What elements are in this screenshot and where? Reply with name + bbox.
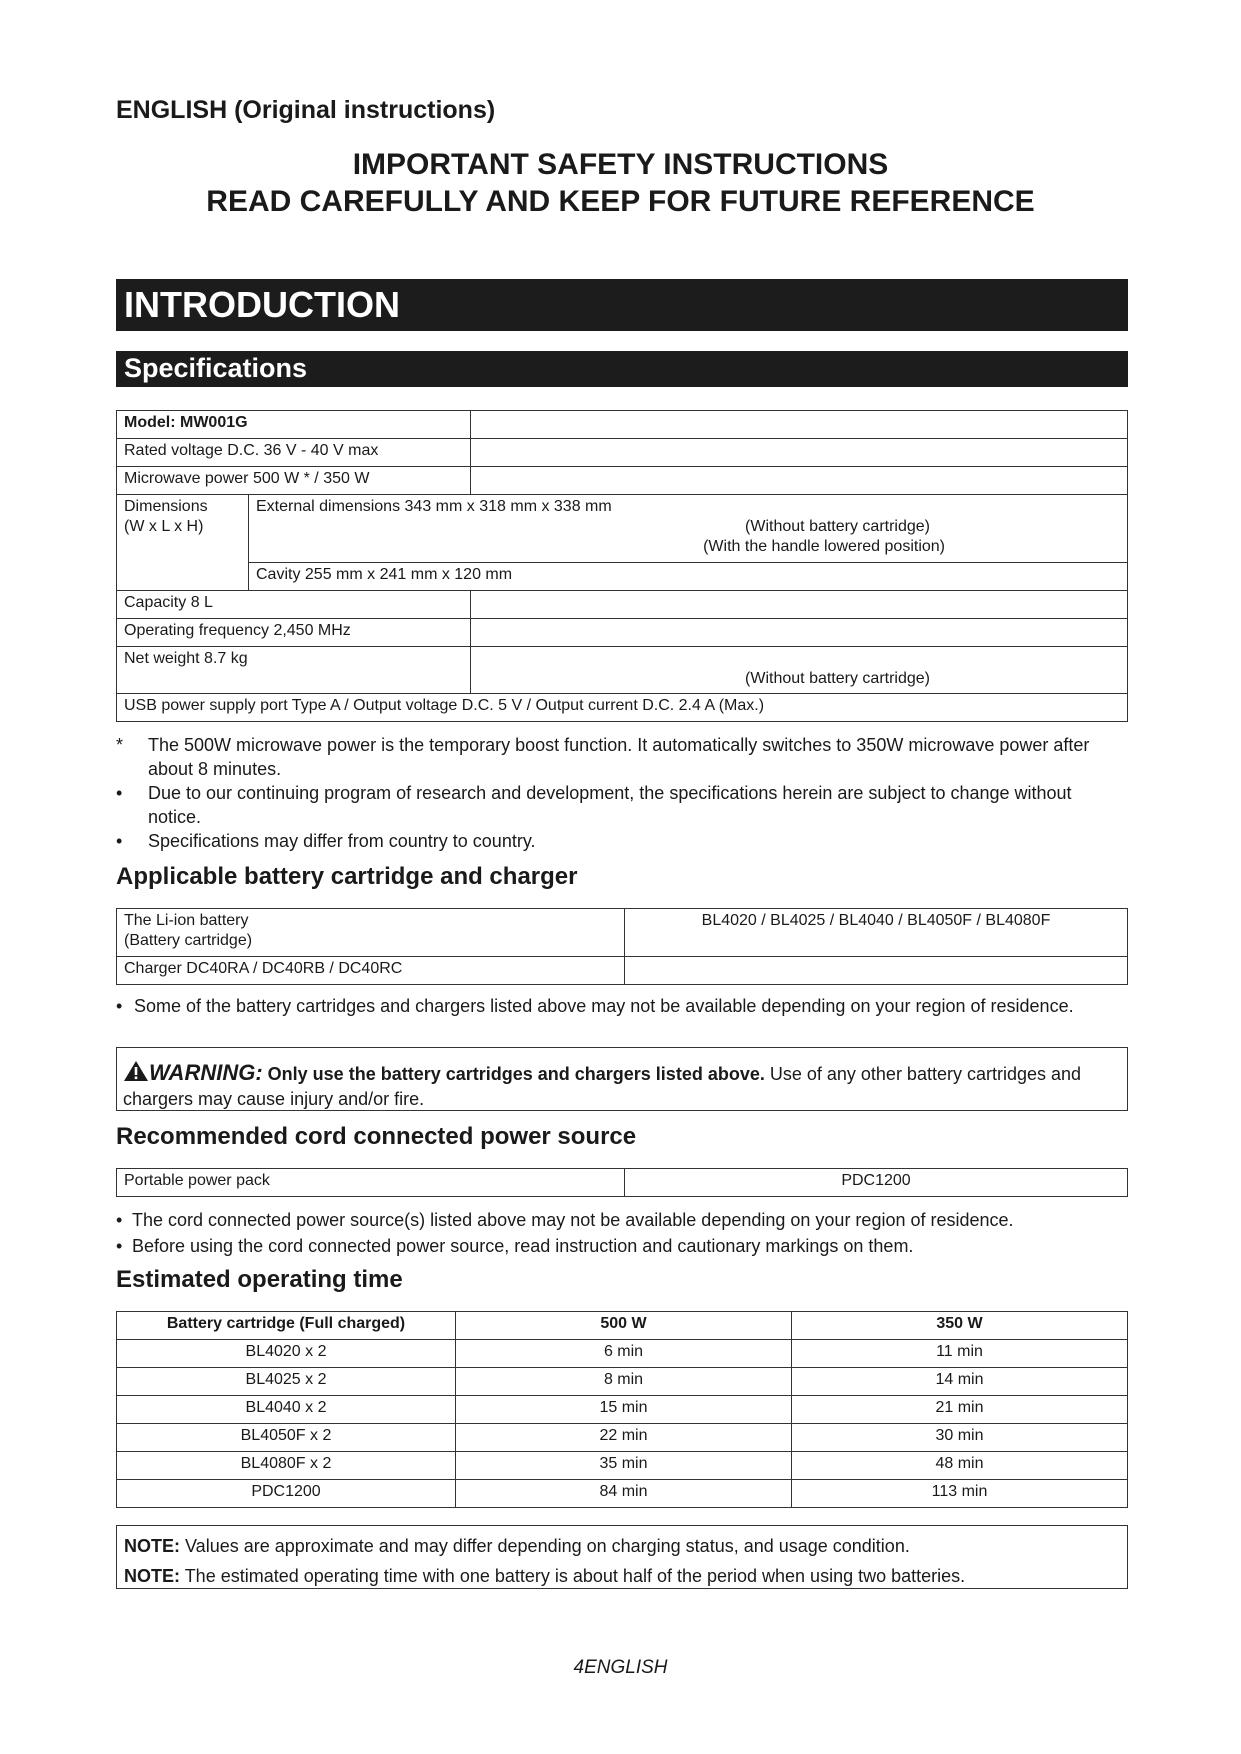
cell: 15 min — [456, 1396, 792, 1424]
table-row — [117, 495, 1128, 563]
cell: 35 min — [456, 1452, 792, 1480]
specifications-banner: Specifications — [116, 351, 1128, 387]
optime-header-battery: Battery cartridge (Full charged) — [117, 1312, 456, 1340]
spec-power-value — [471, 467, 1128, 495]
optime-table — [116, 1311, 1128, 1508]
table-row — [117, 619, 1128, 647]
language-heading: ENGLISH (Original instructions) — [116, 96, 496, 124]
spec-frequency-value — [471, 619, 1128, 647]
cell: 14 min — [792, 1368, 1128, 1396]
table-row — [117, 591, 1128, 619]
table-row — [117, 1424, 1128, 1452]
table-row — [117, 647, 1128, 694]
list-item: • Before using the cord connected power source, read instruction and cautionary markings on them. — [116, 1236, 914, 1256]
safety-title: IMPORTANT SAFETY INSTRUCTIONS — [352, 148, 889, 181]
charger-label: Charger DC40RA / DC40RB / DC40RC — [117, 957, 625, 985]
spec-model-label: Model: MW001G — [117, 411, 471, 439]
cord-notes — [116, 1208, 1128, 1258]
specifications-table — [116, 410, 1128, 722]
table-row — [117, 1312, 1128, 1340]
battery-heading: Applicable battery cartridge and charger — [116, 863, 578, 890]
warning-bold-text: Only use the battery cartridges and chargers listed above. — [267, 1064, 765, 1084]
table-row — [117, 1452, 1128, 1480]
notes-box — [116, 1525, 1128, 1589]
cell: BL4040 x 2 — [117, 1396, 456, 1424]
battery-note — [116, 994, 1128, 1018]
spec-external-dimensions: External dimensions 343 mm x 318 mm x 338 mm (Without battery cartridge) (With the handle lowered position) — [249, 495, 1128, 563]
spec-weight-value: (Without battery cartridge) — [471, 647, 1128, 694]
cell: 8 min — [456, 1368, 792, 1396]
cell: BL4050F x 2 — [117, 1424, 456, 1452]
cell: 21 min — [792, 1396, 1128, 1424]
cell: 11 min — [792, 1340, 1128, 1368]
table-row — [117, 1340, 1128, 1368]
spec-weight-label: Net weight 8.7 kg — [117, 647, 471, 694]
spec-voltage-label: Rated voltage D.C. 36 V - 40 V max — [117, 439, 471, 467]
warning-box — [116, 1047, 1128, 1111]
cell: 22 min — [456, 1424, 792, 1452]
charger-value — [625, 957, 1128, 985]
list-item: • The cord connected power source(s) listed above may not be available depending on your region of residence. — [116, 1210, 1014, 1230]
warning-text: Use of any other battery cartridges and chargers may cause injury and/or fire. — [123, 1064, 1082, 1109]
warning-icon — [123, 1060, 149, 1088]
spec-notes — [116, 733, 1128, 853]
battery-label: The Li-ion battery (Battery cartridge) — [117, 909, 625, 957]
table-row — [117, 1480, 1128, 1508]
page-footer — [0, 1657, 1241, 1679]
table-row — [117, 957, 1128, 985]
table-row — [117, 439, 1128, 467]
cell: 113 min — [792, 1480, 1128, 1508]
spec-power-label: Microwave power 500 W * / 350 W — [117, 467, 471, 495]
cell: BL4025 x 2 — [117, 1368, 456, 1396]
spec-frequency-label: Operating frequency 2,450 MHz — [117, 619, 471, 647]
spec-model-value — [471, 411, 1128, 439]
optime-heading: Estimated operating time — [116, 1266, 403, 1293]
introduction-banner: INTRODUCTION — [116, 279, 1128, 331]
cord-heading: Recommended cord connected power source — [116, 1123, 637, 1150]
safety-subtitle: READ CAREFULLY AND KEEP FOR FUTURE REFERENCE — [206, 185, 1035, 218]
list-item: • Specifications may differ from country to country. — [116, 831, 536, 851]
spec-capacity-label: Capacity 8 L — [117, 591, 471, 619]
list-item: * The 500W microwave power is the temporary boost function. It automatically switches to 350W microwave power after about 8 minutes. — [116, 735, 1090, 779]
note-item: NOTE: The estimated operating time with one battery is about half of the period when using two batteries. — [124, 1566, 966, 1586]
optime-header-350w: 350 W — [792, 1312, 1128, 1340]
spec-cavity: Cavity 255 mm x 241 mm x 120 mm — [249, 563, 1128, 591]
warning-label: WARNING: — [149, 1060, 263, 1085]
table-row — [117, 694, 1128, 722]
footer-language: ENGLISH — [584, 1657, 668, 1678]
optime-header-500w: 500 W — [456, 1312, 792, 1340]
table-row — [117, 1396, 1128, 1424]
cell: 6 min — [456, 1340, 792, 1368]
cord-table — [116, 1168, 1128, 1197]
table-row — [117, 1169, 1128, 1197]
spec-voltage-value — [471, 439, 1128, 467]
table-row — [117, 909, 1128, 957]
cell: BL4080F x 2 — [117, 1452, 456, 1480]
note-item: NOTE: Values are approximate and may differ depending on charging status, and usage condition. — [124, 1536, 910, 1556]
cell: PDC1200 — [117, 1480, 456, 1508]
list-item: • Due to our continuing program of research and development, the specifications herein are subject to change without notice. — [116, 783, 1072, 827]
cord-value: PDC1200 — [625, 1169, 1128, 1197]
table-row — [117, 1368, 1128, 1396]
battery-value: BL4020 / BL4025 / BL4040 / BL4050F / BL4080F — [625, 909, 1128, 957]
battery-table — [116, 908, 1128, 985]
list-item: • Some of the battery cartridges and chargers listed above may not be available depending on your region of residence. — [116, 996, 1074, 1016]
table-row — [117, 563, 1128, 591]
cell: 84 min — [456, 1480, 792, 1508]
cell: 30 min — [792, 1424, 1128, 1452]
cell: BL4020 x 2 — [117, 1340, 456, 1368]
cord-label: Portable power pack — [117, 1169, 625, 1197]
table-row — [117, 467, 1128, 495]
spec-usb: USB power supply port Type A / Output voltage D.C. 5 V / Output current D.C. 2.4 A (Max.) — [117, 694, 1128, 722]
spec-dimensions-label: Dimensions (W x L x H) — [117, 495, 249, 591]
table-row — [117, 411, 1128, 439]
cell: 48 min — [792, 1452, 1128, 1480]
spec-capacity-value — [471, 591, 1128, 619]
page-number: 4 — [573, 1657, 585, 1678]
